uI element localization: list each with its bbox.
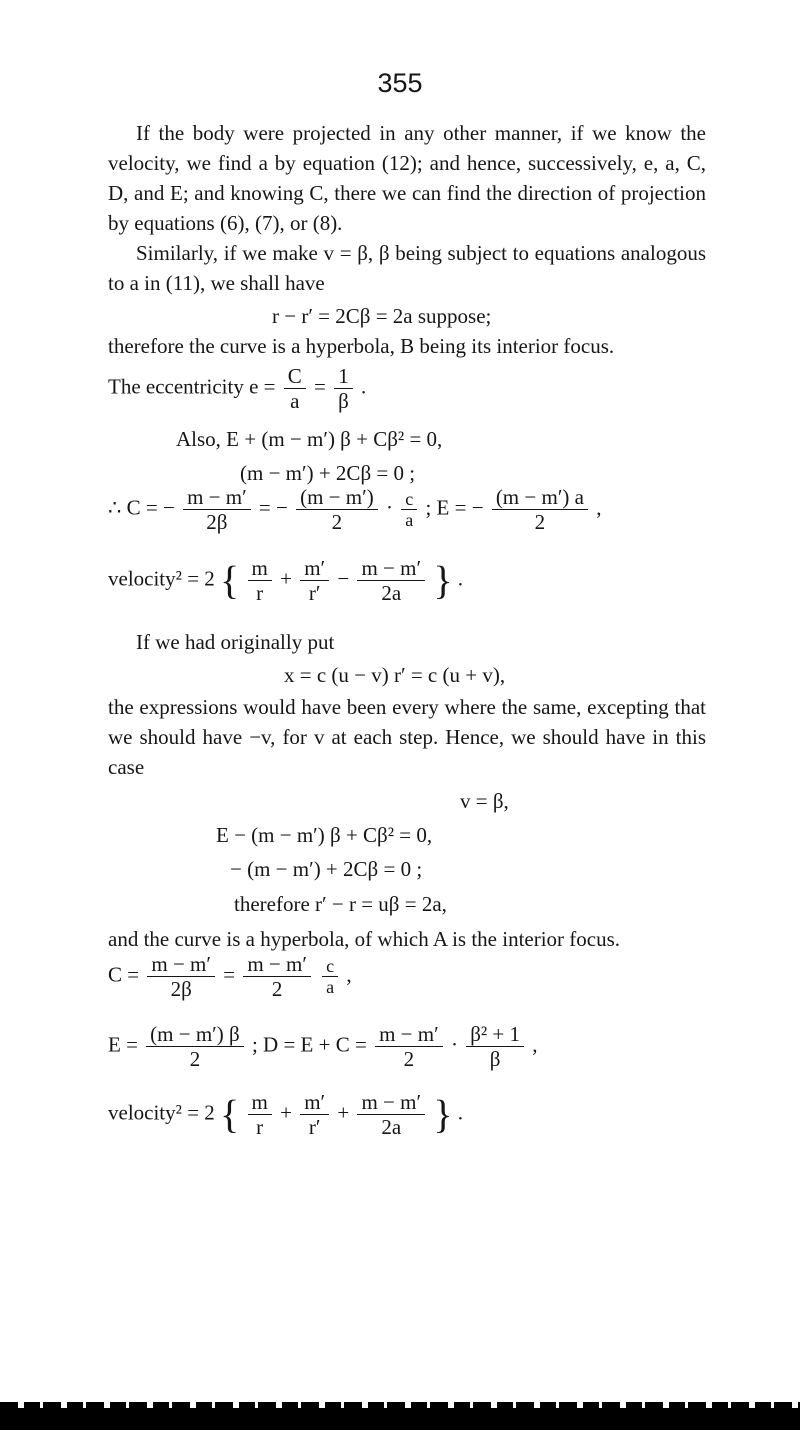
equation-originally-put: x = c (u − v) r′ = c (u + v), bbox=[284, 663, 506, 687]
paragraph-3: therefore the curve is a hyperbola, B being its interior focus. bbox=[108, 334, 615, 358]
equation-r-difference: r − r′ = 2Cβ = 2a suppose; bbox=[272, 304, 492, 328]
paragraph-2: Similarly, if we make v = β, β being subject to equations analogous to a in (11), we shall have bbox=[108, 241, 706, 295]
paragraph-6: and the curve is a hyperbola, of which A is the interior focus. bbox=[108, 927, 621, 951]
E-D-equation: E = $\frac{(m - m') \beta}{2}$ ; D = E + C = $\frac{m - m'}{2}$ · $\frac{\text{β² + 1}}{\beta}$ , bbox=[108, 1022, 538, 1071]
also-equation: Also, E + (m − m′) β + Cβ² = 0, bbox=[176, 427, 443, 451]
case-E-equation: E − (m − m′) β + Cβ² = 0, bbox=[216, 823, 433, 847]
case-m-equation: − (m − m′) + 2Cβ = 0 ; bbox=[230, 857, 423, 881]
eccentricity-equation: The eccentricity e = $\frac{C}{a}$ = $\frac{1}{\beta}$ . bbox=[108, 364, 367, 413]
case-r-equation: therefore r′ − r = uβ = 2a, bbox=[234, 892, 447, 916]
paragraph-1: If the body were projected in any other manner, if we know the velocity, we find a by equation (12); and hence, successively, e, a, C, D, and E; and knowing C, there we can find the direction of projection by equations (6), (7), or (8). bbox=[108, 121, 706, 235]
paragraph-5: the expressions would have been every where the same, excepting that we should have −v, for v at each step. Hence, we should have in this case bbox=[108, 695, 706, 779]
also-equation-2: (m − m′) + 2Cβ = 0 ; bbox=[240, 461, 416, 485]
case-v-equation: v = β, bbox=[460, 789, 509, 813]
therefore-C-equation: ∴ C = − $\frac{m - m'}{2\beta}$ = − $\frac{(m - m')}{2}$ · $\frac{c}{a}$ ; E = − $\frac{(m - m') a}{2}$ , bbox=[108, 485, 602, 534]
velocity-equation-1: velocity² = 2 { $\frac{m}{r}$ + $\frac{m'}{r'}$ − $\frac{m - m'}{2a}$ } . bbox=[108, 556, 464, 605]
eccentricity-label: The eccentricity e = bbox=[108, 374, 276, 399]
paragraph-4: If we had originally put bbox=[136, 630, 335, 654]
page-number: 355 bbox=[377, 68, 423, 98]
scan-edge-bar bbox=[0, 1408, 800, 1430]
C-equation: C = $\frac{m - m'}{2\beta}$ = $\frac{m - m'}{2}$ $\frac{c}{a}$ , bbox=[108, 952, 352, 1001]
velocity-equation-2: velocity² = 2 { $\frac{m}{r}$ + $\frac{m'}{r'}$ + $\frac{m - m'}{2a}$ } . bbox=[108, 1090, 464, 1139]
